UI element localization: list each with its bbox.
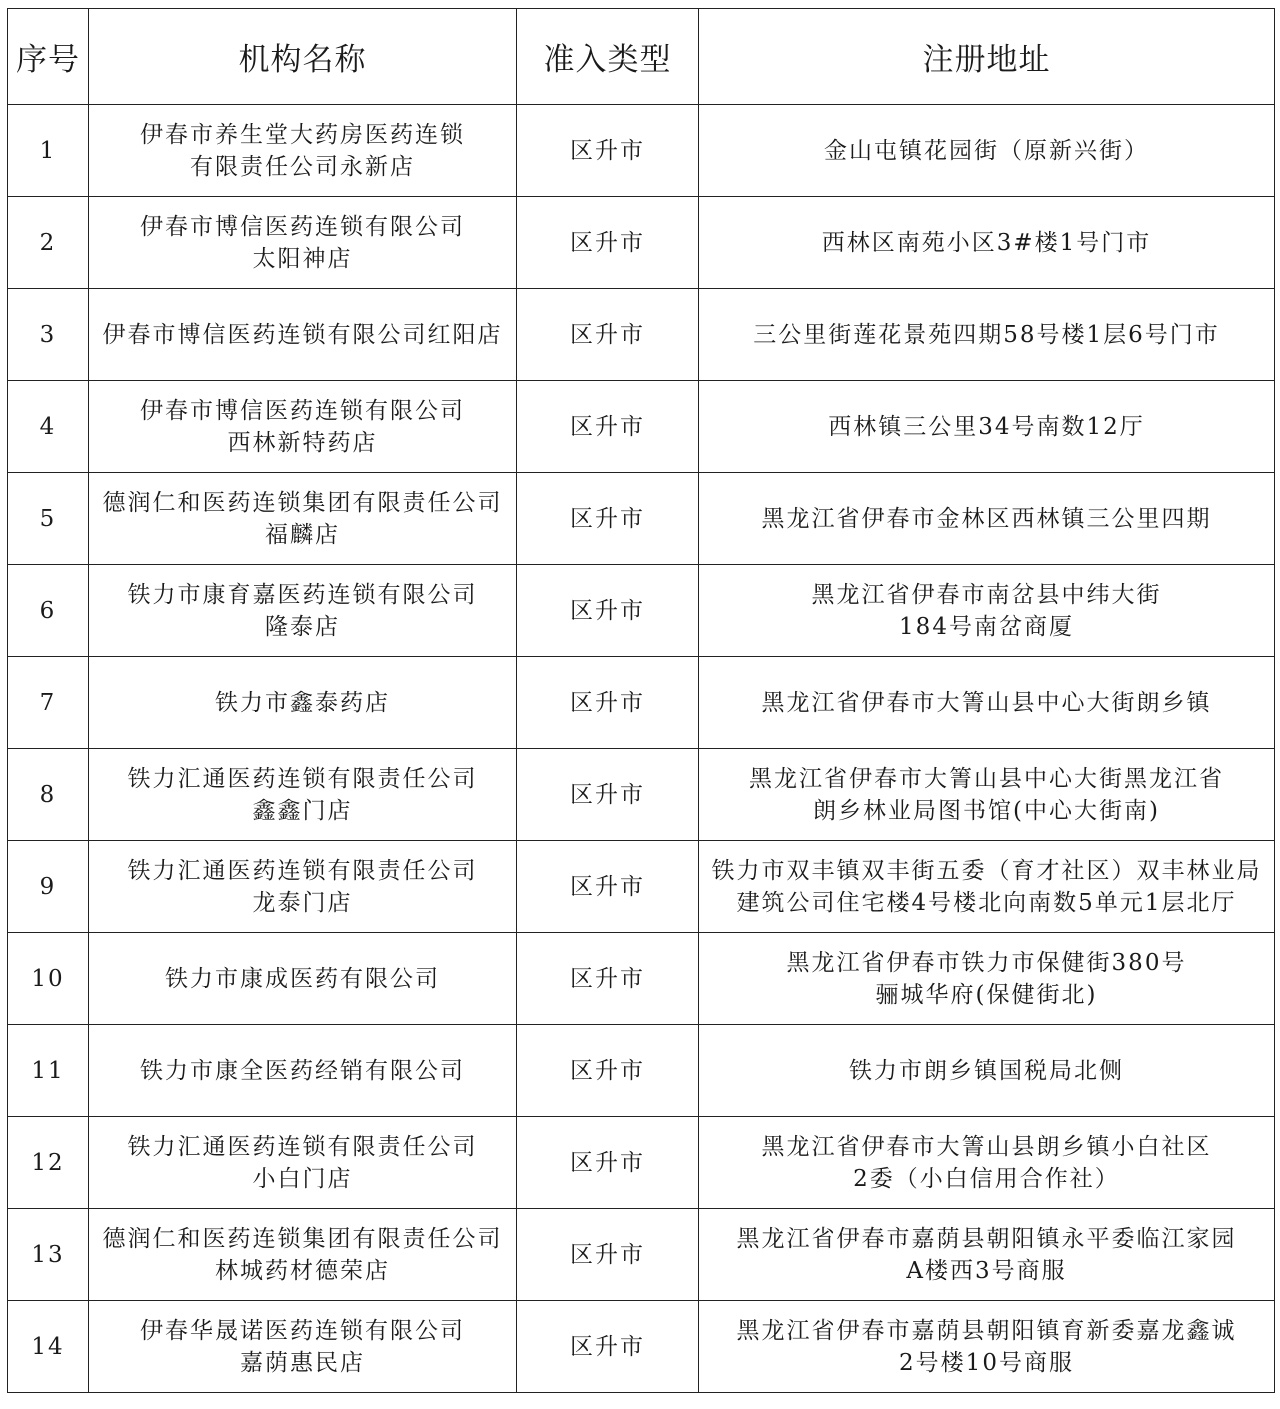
cell-name <box>89 1117 517 1209</box>
header-type: 准入类型 <box>517 9 699 105</box>
institution-table <box>7 8 1275 1393</box>
cell-address <box>699 565 1275 657</box>
cell-name <box>89 565 517 657</box>
name-line: 德润仁和医药连锁集团有限责任公司 <box>102 489 503 516</box>
table-row <box>8 565 1275 657</box>
name-line: 林城药材德荣店 <box>215 1257 390 1284</box>
cell-address <box>699 1209 1275 1301</box>
cell-address <box>699 1301 1275 1393</box>
address-line: 铁力市双丰镇双丰街五委（育才社区）双丰林业局 <box>711 857 1262 884</box>
cell-name <box>89 381 517 473</box>
name-line: 有限责任公司永新店 <box>190 153 415 180</box>
cell-address <box>699 933 1275 1025</box>
name-line: 德润仁和医药连锁集团有限责任公司 <box>102 1225 503 1252</box>
name-line: 铁力市康全医药经销有限公司 <box>140 1057 465 1084</box>
cell-name <box>89 841 517 933</box>
cell-no: 12 <box>8 1117 89 1209</box>
table-row <box>8 749 1275 841</box>
cell-no: 3 <box>8 289 89 381</box>
table-row <box>8 841 1275 933</box>
table-row <box>8 1117 1275 1209</box>
cell-no: 13 <box>8 1209 89 1301</box>
name-line: 铁力汇通医药连锁有限责任公司 <box>127 857 478 884</box>
cell-no: 5 <box>8 473 89 565</box>
cell-no: 14 <box>8 1301 89 1393</box>
address-line: 黑龙江省伊春市大箐山县中心大街朗乡镇 <box>761 689 1212 716</box>
address-line: 黑龙江省伊春市金林区西林镇三公里四期 <box>761 505 1212 532</box>
cell-name <box>89 1209 517 1301</box>
cell-address <box>699 105 1275 197</box>
address-line: 金山屯镇花园街（原新兴街） <box>824 137 1149 164</box>
address-line: 建筑公司住宅楼4号楼北向南数5单元1层北厅 <box>736 889 1237 916</box>
name-line: 嘉荫惠民店 <box>240 1349 365 1376</box>
table-row <box>8 473 1275 565</box>
cell-no: 1 <box>8 105 89 197</box>
cell-address <box>699 749 1275 841</box>
cell-no: 11 <box>8 1025 89 1117</box>
header-row <box>8 9 1275 105</box>
name-line: 伊春市博信医药连锁有限公司红阳店 <box>102 321 503 348</box>
name-line: 隆泰店 <box>265 613 340 640</box>
name-line: 福麟店 <box>265 521 340 548</box>
address-line: 黑龙江省伊春市嘉荫县朝阳镇永平委临江家园 <box>736 1225 1237 1252</box>
cell-name <box>89 1025 517 1117</box>
cell-no: 6 <box>8 565 89 657</box>
cell-name <box>89 749 517 841</box>
name-line: 伊春市博信医药连锁有限公司 <box>140 213 465 240</box>
table-row <box>8 1301 1275 1393</box>
cell-type: 区升市 <box>517 565 699 657</box>
cell-type: 区升市 <box>517 841 699 933</box>
cell-address <box>699 473 1275 565</box>
table-row <box>8 657 1275 749</box>
name-line: 鑫鑫门店 <box>252 797 353 824</box>
cell-no: 8 <box>8 749 89 841</box>
address-line: 铁力市朗乡镇国税局北侧 <box>849 1057 1124 1084</box>
name-line: 太阳神店 <box>252 245 353 272</box>
name-line: 铁力市康成医药有限公司 <box>165 965 440 992</box>
table-row <box>8 1209 1275 1301</box>
address-line: 三公里街莲花景苑四期58号楼1层6号门市 <box>753 321 1220 348</box>
table-row <box>8 381 1275 473</box>
name-line: 铁力汇通医药连锁有限责任公司 <box>127 765 478 792</box>
header-address: 注册地址 <box>699 9 1275 105</box>
cell-no: 2 <box>8 197 89 289</box>
address-line: 黑龙江省伊春市铁力市保健街380号 <box>786 949 1187 976</box>
cell-name <box>89 657 517 749</box>
address-line: 黑龙江省伊春市大箐山县朗乡镇小白社区 <box>761 1133 1212 1160</box>
header-name: 机构名称 <box>89 9 517 105</box>
cell-no: 9 <box>8 841 89 933</box>
cell-type: 区升市 <box>517 1025 699 1117</box>
cell-type: 区升市 <box>517 749 699 841</box>
cell-type: 区升市 <box>517 381 699 473</box>
name-line: 铁力汇通医药连锁有限责任公司 <box>127 1133 478 1160</box>
cell-name <box>89 197 517 289</box>
name-line: 伊春市养生堂大药房医药连锁 <box>140 121 465 148</box>
name-line: 龙泰门店 <box>252 889 353 916</box>
cell-address <box>699 841 1275 933</box>
address-line: 朗乡林业局图书馆(中心大街南) <box>813 797 1160 824</box>
cell-type: 区升市 <box>517 289 699 381</box>
cell-type: 区升市 <box>517 473 699 565</box>
cell-type: 区升市 <box>517 105 699 197</box>
table-body <box>8 105 1275 1393</box>
cell-type: 区升市 <box>517 657 699 749</box>
cell-address <box>699 1025 1275 1117</box>
cell-address <box>699 1117 1275 1209</box>
address-line: 黑龙江省伊春市嘉荫县朝阳镇育新委嘉龙鑫诚 <box>736 1317 1237 1344</box>
name-line: 伊春华晟诺医药连锁有限公司 <box>140 1317 465 1344</box>
address-line: 184号南岔商厦 <box>899 613 1074 640</box>
address-line: 2号楼10号商服 <box>899 1349 1074 1376</box>
cell-name <box>89 473 517 565</box>
cell-address <box>699 289 1275 381</box>
table-row <box>8 197 1275 289</box>
address-line: 黑龙江省伊春市大箐山县中心大街黑龙江省 <box>749 765 1224 792</box>
cell-address <box>699 197 1275 289</box>
cell-address <box>699 657 1275 749</box>
table-row <box>8 1025 1275 1117</box>
name-line: 铁力市鑫泰药店 <box>215 689 390 716</box>
cell-type: 区升市 <box>517 197 699 289</box>
address-line: 西林区南苑小区3#楼1号门市 <box>821 229 1152 256</box>
address-line: 西林镇三公里34号南数12厅 <box>828 413 1145 440</box>
table-row <box>8 289 1275 381</box>
header-no: 序号 <box>8 9 89 105</box>
cell-address <box>699 381 1275 473</box>
cell-type: 区升市 <box>517 1209 699 1301</box>
table-row <box>8 933 1275 1025</box>
cell-type: 区升市 <box>517 1117 699 1209</box>
cell-name <box>89 1301 517 1393</box>
table-row <box>8 105 1275 197</box>
cell-type: 区升市 <box>517 1301 699 1393</box>
address-line: 黑龙江省伊春市南岔县中纬大街 <box>811 581 1162 608</box>
address-line: 骊城华府(保健街北) <box>875 981 1098 1008</box>
cell-name <box>89 289 517 381</box>
cell-name <box>89 105 517 197</box>
address-line: A楼西3号商服 <box>906 1257 1067 1284</box>
name-line: 铁力市康育嘉医药连锁有限公司 <box>127 581 478 608</box>
cell-name <box>89 933 517 1025</box>
name-line: 伊春市博信医药连锁有限公司 <box>140 397 465 424</box>
name-line: 小白门店 <box>252 1165 353 1192</box>
cell-type: 区升市 <box>517 933 699 1025</box>
address-line: 2委（小白信用合作社） <box>853 1165 1120 1192</box>
cell-no: 10 <box>8 933 89 1025</box>
name-line: 西林新特药店 <box>227 429 378 456</box>
cell-no: 7 <box>8 657 89 749</box>
cell-no: 4 <box>8 381 89 473</box>
